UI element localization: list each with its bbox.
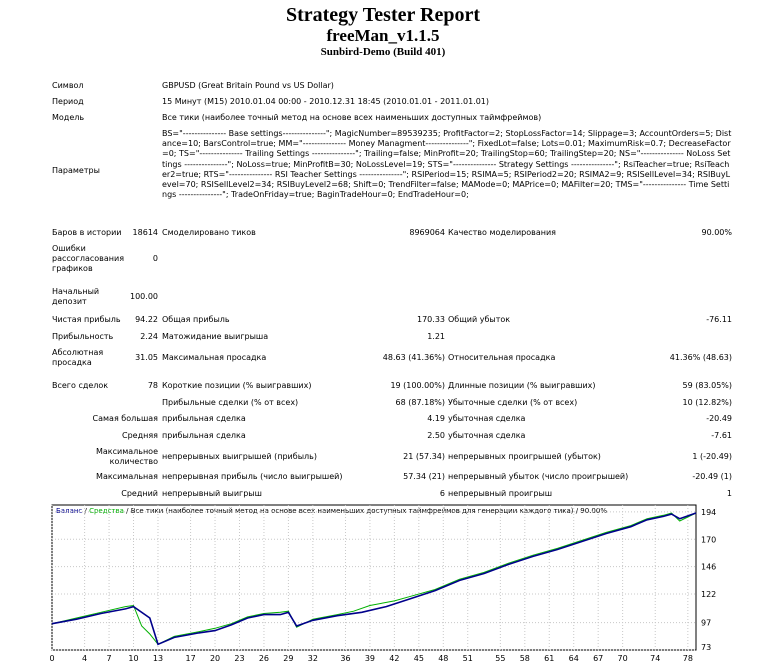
x-tick-label: 78 — [682, 654, 693, 663]
rel-dd-label: Относительная просадка — [448, 353, 556, 362]
x-tick-label: 0 — [49, 654, 55, 663]
loss-trades-label: Убыточные сделки (% от всех) — [448, 398, 578, 407]
x-tick-label: 7 — [106, 654, 112, 663]
quality-label: Качество моделирования — [448, 228, 556, 237]
max-dd-value: 48.63 (41.36%) — [382, 353, 445, 362]
symbol-label: Символ — [52, 81, 84, 90]
x-tick-label: 67 — [593, 654, 604, 663]
x-tick-label: 17 — [185, 654, 196, 663]
avg-label: Средний — [121, 489, 158, 498]
x-tick-label: 42 — [389, 654, 400, 663]
largest-label: Самая большая — [92, 414, 158, 423]
y-tick-label: 194 — [701, 507, 717, 517]
payoff-label: Матожидание выигрыша — [162, 332, 269, 341]
chart-frame — [52, 505, 696, 650]
y-tick-labels — [701, 508, 716, 652]
cons-losses-label: непрерывных проигрышей (убыток) — [448, 452, 601, 461]
short-label: Короткие позиции (% выигравших) — [162, 381, 312, 390]
x-tick-label: 51 — [462, 654, 473, 663]
max-label: Максимальная — [96, 472, 158, 481]
model-label: Модель — [52, 113, 85, 122]
profit-trades-label: Прибыльные сделки (% от всех) — [162, 398, 299, 407]
total-label: Всего сделок — [52, 381, 109, 390]
average-profit-value: 2.50 — [427, 431, 445, 440]
largest-loss-label: убыточная сделка — [448, 414, 526, 423]
long-value: 59 (83.05%) — [682, 381, 732, 390]
bars-value: 18614 — [132, 228, 158, 237]
profit-trades-value: 68 (87.18%) — [395, 398, 445, 407]
x-tick-labels — [49, 654, 692, 663]
x-tick-label: 10 — [128, 654, 139, 663]
avg-wins-label: непрерывный выигрыш — [162, 489, 262, 498]
gross-loss-value: -76.11 — [706, 315, 732, 324]
x-tick-label: 23 — [234, 654, 245, 663]
y-tick-label: 73 — [701, 643, 712, 652]
expert-name: freeMan_v1.1.5 — [326, 26, 440, 45]
x-tick-label: 45 — [413, 654, 424, 663]
net-label: Чистая прибыль — [52, 315, 121, 324]
report-title: Strategy Tester Report — [285, 4, 481, 26]
avg-losses-label: непрерывный проигрыш — [448, 489, 553, 498]
abs-dd-label: Абсолютная просадка — [52, 348, 104, 367]
balance-chart — [0, 500, 766, 670]
x-tick-label: 55 — [495, 654, 506, 663]
cons-losses-value: 1 (-20.49) — [692, 452, 732, 461]
average-label: Средняя — [122, 431, 158, 440]
largest-loss-value: -20.49 — [706, 414, 732, 423]
avg-wins-value: 6 — [439, 489, 445, 498]
gross-profit-label: Общая прибыль — [162, 315, 230, 324]
legend-sep-2: / — [123, 507, 131, 515]
largest-profit-label: прибыльная сделка — [162, 414, 246, 423]
average-loss-label: убыточная сделка — [448, 431, 526, 440]
x-tick-label: 74 — [650, 654, 661, 663]
cons-profit-value: 57.34 (21) — [403, 472, 445, 481]
loss-trades-value: 10 (12.82%) — [682, 398, 732, 407]
x-tick-label: 36 — [340, 654, 351, 663]
deposit-value: 100.00 — [130, 292, 158, 301]
x-tick-label: 70 — [617, 654, 628, 663]
x-tick-label: 29 — [283, 654, 294, 663]
errors-value: 0 — [152, 254, 158, 263]
gross-loss-label: Общий убыток — [448, 315, 511, 324]
average-loss-value: -7.61 — [711, 431, 732, 440]
x-tick-label: 64 — [568, 654, 579, 663]
x-tick-label: 20 — [209, 654, 221, 663]
period-value: 15 Минут (M15) 2010.01.04 00:00 - 2010.12.31 18:45 (2010.01.01 - 2011.01.01) — [162, 97, 490, 106]
cons-wins-value: 21 (57.34) — [403, 452, 445, 461]
params-value: BS="--------------- Base settings---------------"; MagicNumber=89539235; ProfitFactor=2; StopLossFactor=14; Slippage=3; AccountOrders=5; Distance=10; BarsControl=true; MM="--------------- Money Managment---------------"; FixedLot=false; Lots=0.01; MaximumRisk=0.7; DecreaseFactor=0; TS="--------------- Trailing Settings ---------------"; Trailing=false; MinProfit=20; TrailingStop=60; TrailingStep=20; NS="--------------- NoLoss Settings ---------------"; NoLoss=true; MinProfitB=30; NoLossLevel=19; STS="--------------- Strategy Settings ---------------"; RsiTeacher=true; RsiTeacher2=true; RTS="--------------- RSI Teacher Settings ---------------"; RSIPeriod=15; RSIMA=5; RSIPeriod2=20; RSIMA2=9; RSISellLevel=34; RSIBuyLevel=70; RSISellLevel2=34; RSIBuyLevel2=68; Shift=0; TrendFilter=false; MAMode=0; MAPrice=0; MAFilter=20; TMS="--------------- Time Settings ---------------"; TradeOnFriday=true; BaginTradeHour=0; EndTradeHour=0; — [162, 129, 732, 200]
pf-label: Прибыльность — [52, 332, 114, 341]
x-tick-label: 48 — [438, 654, 449, 663]
average-profit-label: прибыльная сделка — [162, 431, 246, 440]
ticks-label: Смоделировано тиков — [162, 228, 256, 237]
largest-profit-value: 4.19 — [427, 414, 445, 423]
y-tick-label: 146 — [701, 562, 717, 572]
y-tick-label: 122 — [701, 590, 717, 600]
y-tick-label: 170 — [701, 535, 717, 545]
server-name: Sunbird-Demo (Build 401) — [320, 46, 446, 58]
quality-value: 90.00% — [701, 228, 732, 237]
cons-loss-label: непрерывный убыток (число проигрышей) — [448, 472, 629, 481]
net-value: 94.22 — [135, 315, 158, 324]
legend-balance: Баланс — [56, 507, 83, 515]
ticks-value: 8969064 — [409, 228, 445, 237]
payoff-value: 1.21 — [427, 332, 445, 341]
period-label: Период — [52, 97, 84, 106]
errors-label: Ошибки рассогласования графиков — [52, 244, 125, 273]
params-label: Параметры — [52, 166, 100, 175]
pf-value: 2.24 — [140, 332, 158, 341]
model-value: Все тики (наиболее точный метод на основе всех наименьших доступных таймфреймов) — [162, 113, 542, 122]
total-value: 78 — [147, 381, 158, 390]
max-dd-label: Максимальная просадка — [162, 353, 267, 362]
avg-losses-value: 1 — [726, 489, 732, 498]
y-tick-label: 97 — [701, 618, 712, 628]
cons-wins-label: непрерывных выигрышей (прибыль) — [162, 452, 317, 461]
rel-dd-value: 41.36% (48.63) — [669, 353, 732, 362]
x-tick-label: 4 — [82, 654, 88, 663]
gross-profit-value: 170.33 — [417, 315, 445, 324]
deposit-label: Начальный депозит — [52, 287, 100, 306]
x-tick-label: 26 — [258, 654, 270, 663]
x-tick-label: 32 — [307, 654, 318, 663]
bars-label: Баров в истории — [52, 228, 122, 237]
x-tick-label: 39 — [364, 654, 376, 663]
legend-rest: Все тики (наиболее точный метод на основе всех наименьших доступных таймфреймов для генерации каждого тика) / 90.00% — [130, 507, 607, 515]
cons-profit-label: непрерывная прибыль (число выигрышей) — [162, 472, 343, 481]
short-value: 19 (100.00%) — [390, 381, 445, 390]
legend-sep-1: / — [82, 507, 90, 515]
abs-dd-value: 31.05 — [135, 353, 158, 362]
cons-loss-value: -20.49 (1) — [692, 472, 732, 481]
legend-equity: Средства — [89, 507, 124, 515]
max-count-label: Максимальное количество — [95, 447, 158, 466]
x-tick-label: 61 — [544, 654, 555, 663]
symbol-value: GBPUSD (Great Britain Pound vs US Dollar) — [162, 81, 334, 90]
x-tick-label: 13 — [152, 654, 164, 663]
x-tick-label: 58 — [519, 654, 530, 663]
long-label: Длинные позиции (% выигравших) — [448, 381, 596, 390]
